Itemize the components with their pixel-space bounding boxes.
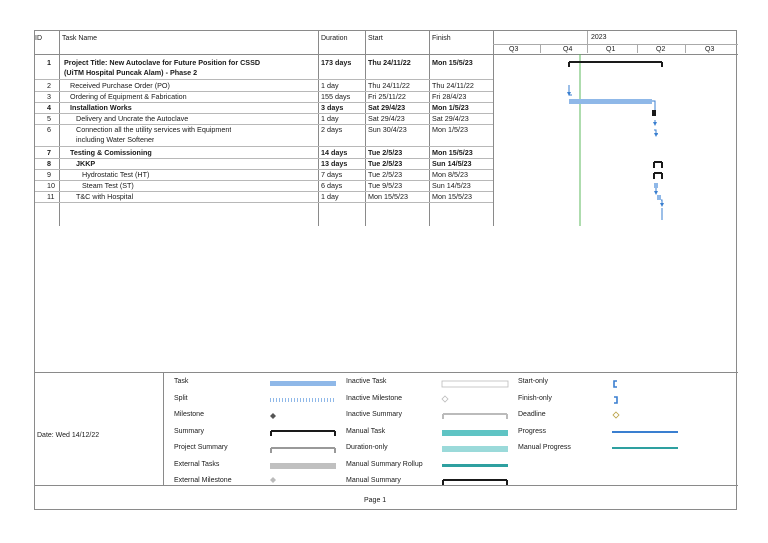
gantt-chart bbox=[35, 31, 738, 231]
legend-label: Milestone bbox=[174, 411, 204, 418]
task-finish: Mon 15/5/23 bbox=[432, 192, 472, 201]
legend-manual-summary-rollup-symbol bbox=[442, 464, 508, 467]
task-id: 8 bbox=[47, 159, 51, 168]
gantt-print-page bbox=[34, 30, 737, 510]
task-duration: 1 day bbox=[321, 81, 339, 90]
legend-start-only-symbol bbox=[614, 381, 617, 387]
task-id: 4 bbox=[47, 103, 51, 112]
task-start: Tue 9/5/23 bbox=[368, 181, 403, 190]
task-name: Testing & Comissioning bbox=[70, 148, 152, 157]
col-header-id: ID bbox=[35, 35, 42, 42]
page-number: Page 1 bbox=[364, 497, 387, 504]
legend-finish-only-symbol bbox=[614, 397, 617, 403]
timeline-q1-2023: Q1 bbox=[606, 46, 616, 53]
task-finish: Mon 15/5/23 bbox=[432, 58, 473, 67]
task-start: Mon 15/5/23 bbox=[368, 192, 408, 201]
task-start: Thu 24/11/22 bbox=[368, 81, 410, 90]
task-finish: Thu 24/11/22 bbox=[432, 81, 474, 90]
task-name: Hydrostatic Test (HT) bbox=[82, 170, 150, 179]
task-start: Tue 2/5/23 bbox=[368, 148, 403, 157]
timeline-q4-2022: Q4 bbox=[563, 46, 573, 53]
legend-label: Inactive Milestone bbox=[346, 394, 403, 402]
task-start: Thu 24/11/22 bbox=[368, 58, 411, 67]
task-id: 6 bbox=[47, 125, 51, 134]
gantt-bar-ordering bbox=[569, 99, 652, 104]
col-header-task-name: Task Name bbox=[62, 35, 98, 42]
task-id: 7 bbox=[47, 148, 51, 157]
gantt-bar-project-summary bbox=[569, 62, 662, 67]
task-id: 9 bbox=[47, 170, 51, 179]
legend-external-tasks-symbol bbox=[270, 463, 336, 469]
task-duration: 6 days bbox=[321, 181, 343, 190]
legend-label: Inactive Task bbox=[346, 378, 387, 385]
task-name: Connection all the utility services with Equipment bbox=[76, 125, 232, 134]
task-start: Sun 30/4/23 bbox=[368, 125, 407, 134]
col-header-finish: Finish bbox=[432, 35, 451, 42]
legend-label: Inactive Summary bbox=[346, 411, 403, 418]
task-id: 10 bbox=[47, 181, 55, 190]
task-finish: Fri 28/4/23 bbox=[432, 92, 467, 101]
legend-inactive-summary-symbol bbox=[443, 414, 507, 419]
print-date: Date: Wed 14/12/22 bbox=[37, 432, 100, 439]
legend-inactive-milestone-symbol bbox=[442, 396, 448, 402]
task-id: 2 bbox=[47, 81, 51, 90]
task-start: Tue 2/5/23 bbox=[368, 170, 403, 179]
task-name: JKKP bbox=[76, 159, 96, 168]
task-duration: 7 days bbox=[321, 170, 343, 179]
task-id: 3 bbox=[47, 92, 51, 101]
task-name: Installation Works bbox=[70, 103, 132, 112]
timeline-year: 2023 bbox=[591, 34, 607, 41]
task-finish: Mon 1/5/23 bbox=[432, 103, 469, 112]
legend-label: Split bbox=[174, 394, 188, 402]
legend-label: Deadline bbox=[518, 411, 546, 418]
task-duration: 2 days bbox=[321, 125, 343, 134]
timeline-q3-2022: Q3 bbox=[509, 46, 519, 53]
task-name: Ordering of Equipment & Fabrication bbox=[70, 92, 187, 101]
task-name: Delivery and Uncrate the Autoclave bbox=[76, 114, 189, 123]
legend-symbols bbox=[35, 372, 738, 485]
task-duration: 173 days bbox=[321, 58, 352, 67]
gantt-bar-hydrostatic bbox=[654, 183, 658, 188]
legend-deadline-symbol bbox=[613, 412, 619, 418]
legend-label: Start-only bbox=[518, 378, 548, 385]
task-id: 11 bbox=[47, 192, 55, 201]
task-name: Received Purchase Order (PO) bbox=[70, 81, 170, 90]
task-id: 5 bbox=[47, 114, 51, 123]
gantt-bar-jkkp-summary bbox=[654, 173, 662, 179]
task-finish: Sun 14/5/23 bbox=[432, 159, 472, 168]
legend-label: Manual Progress bbox=[518, 444, 571, 451]
task-finish: Sun 14/5/23 bbox=[432, 181, 471, 190]
legend-label: Finish-only bbox=[518, 394, 552, 402]
legend-label: Manual Summary bbox=[346, 477, 401, 484]
legend-label: External Milestone bbox=[174, 477, 232, 484]
task-name-line2: (UiTM Hospital Puncak Alam) - Phase 2 bbox=[64, 68, 198, 77]
legend-label: External Tasks bbox=[174, 460, 220, 468]
task-name: Project Title: New Autoclave for Future Position for CSSD bbox=[64, 58, 261, 67]
gantt-bar-testing-summary bbox=[654, 162, 662, 168]
dependency-link-2 bbox=[652, 101, 655, 111]
timeline-q2-2023: Q2 bbox=[656, 46, 666, 53]
legend-label: Task bbox=[174, 378, 189, 385]
task-id: 1 bbox=[47, 58, 51, 67]
task-duration: 155 days bbox=[321, 92, 351, 101]
legend-label: Manual Summary Rollup bbox=[346, 460, 423, 468]
task-name: T&C with Hospital bbox=[76, 192, 134, 201]
legend-inactive-task-symbol bbox=[442, 381, 508, 387]
task-finish: Mon 15/5/23 bbox=[432, 148, 473, 157]
task-start: Sat 29/4/23 bbox=[368, 114, 405, 123]
task-start: Fri 25/11/22 bbox=[368, 92, 406, 101]
task-duration: 1 day bbox=[321, 114, 339, 123]
col-header-duration: Duration bbox=[321, 35, 348, 42]
task-finish: Sat 29/4/23 bbox=[432, 114, 469, 123]
legend-label: Project Summary bbox=[174, 444, 228, 451]
task-start: Tue 2/5/23 bbox=[368, 159, 403, 168]
legend-manual-task-symbol bbox=[442, 430, 508, 436]
gantt-bar-steam bbox=[657, 195, 661, 200]
task-duration: 13 days bbox=[321, 159, 348, 168]
legend-manual-summary-symbol bbox=[443, 480, 507, 485]
task-finish: Mon 1/5/23 bbox=[432, 125, 468, 134]
legend-label: Duration-only bbox=[346, 444, 388, 451]
legend-project-summary-symbol bbox=[271, 448, 335, 453]
legend-label: Summary bbox=[174, 427, 204, 435]
task-name-line2: including Water Softener bbox=[76, 135, 155, 144]
task-name: Steam Test (ST) bbox=[82, 181, 134, 190]
gantt-bar-installation-summary bbox=[652, 110, 656, 116]
legend-task-symbol bbox=[270, 381, 336, 386]
legend-label: Progress bbox=[518, 427, 547, 435]
legend-summary-symbol bbox=[271, 431, 335, 436]
timeline-q3-2023: Q3 bbox=[705, 46, 715, 53]
legend-label: Manual Task bbox=[346, 427, 386, 435]
legend-external-milestone-symbol bbox=[270, 477, 276, 483]
legend-milestone-symbol bbox=[270, 413, 276, 419]
col-header-start: Start bbox=[368, 35, 383, 42]
task-finish: Mon 8/5/23 bbox=[432, 170, 468, 179]
task-duration: 14 days bbox=[321, 148, 348, 157]
task-start: Sat 29/4/23 bbox=[368, 103, 406, 112]
legend-duration-only-symbol bbox=[442, 446, 508, 452]
task-duration: 3 days bbox=[321, 103, 344, 112]
task-duration: 1 day bbox=[321, 192, 339, 201]
